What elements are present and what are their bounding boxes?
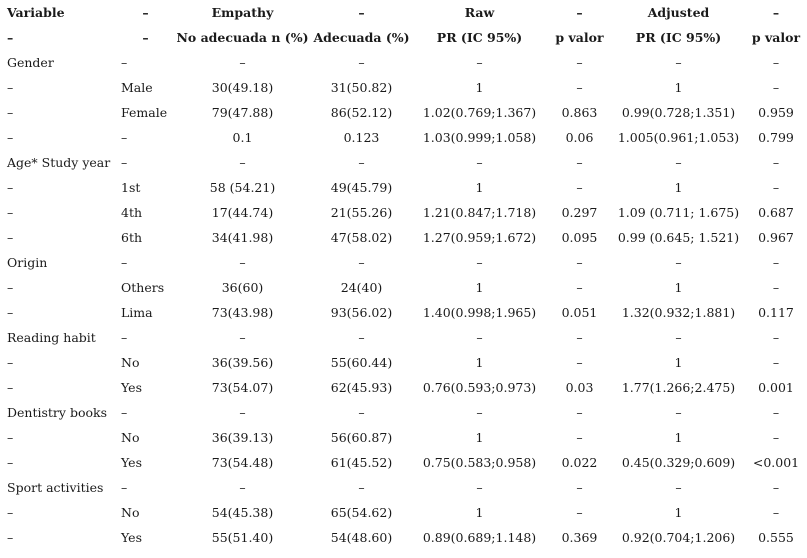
value-cell: 36(39.56): [211, 355, 274, 370]
value-cell: 1.32(0.932;1.881): [621, 305, 736, 320]
category-cell: –: [121, 480, 128, 495]
value-cell: 1: [674, 180, 683, 195]
category-cell: 6th: [121, 230, 143, 245]
category-cell: 4th: [121, 205, 143, 220]
value-cell: 1.77(1.266;2.475): [621, 380, 736, 395]
value-cell: 0.76(0.593;0.973): [422, 380, 537, 395]
value-cell: 1: [475, 180, 484, 195]
value-cell: 1.02(0.769;1.367): [422, 105, 537, 120]
variable-cell: –: [7, 530, 14, 545]
value-cell: 1: [475, 80, 484, 95]
value-cell: –: [576, 480, 583, 495]
variable-cell: –: [7, 105, 14, 120]
value-cell: –: [239, 330, 246, 345]
value-cell: –: [476, 255, 483, 270]
value-cell: 0.99 (0.645; 1.521): [617, 230, 740, 245]
header-row: [0, 25, 807, 50]
variable-cell: Dentistry books: [7, 405, 107, 420]
value-cell: –: [476, 480, 483, 495]
value-cell: 55(60.44): [330, 355, 393, 370]
variable-cell: –: [7, 380, 14, 395]
value-cell: 36(39.13): [211, 430, 274, 445]
variable-cell: –: [7, 205, 14, 220]
value-cell: –: [476, 330, 483, 345]
value-cell: 86(52.12): [330, 105, 393, 120]
header-cell: p valor: [555, 30, 604, 45]
variable-cell: –: [7, 305, 14, 320]
value-cell: –: [772, 280, 780, 295]
value-cell: 0.863: [561, 105, 598, 120]
category-cell: Yes: [121, 380, 142, 395]
table-row: [0, 125, 807, 150]
table-row: [0, 175, 807, 200]
value-cell: <0.001: [752, 455, 800, 470]
value-cell: –: [772, 55, 780, 70]
value-cell: 54(48.60): [330, 530, 393, 545]
value-cell: 0.1: [232, 130, 253, 145]
value-cell: 0.45(0.329;0.609): [621, 455, 736, 470]
value-cell: –: [576, 155, 583, 170]
variable-cell: –: [7, 355, 14, 370]
value-cell: 0.75(0.583;0.958): [422, 455, 537, 470]
category-cell: –: [121, 255, 128, 270]
category-cell: Others: [121, 280, 165, 295]
value-cell: 56(60.87): [330, 430, 393, 445]
value-cell: 1.21(0.847;1.718): [422, 205, 537, 220]
value-cell: –: [358, 330, 365, 345]
category-cell: Lima: [121, 305, 153, 320]
category-cell: –: [121, 405, 128, 420]
category-cell: No: [121, 430, 140, 445]
value-cell: 0.959: [758, 105, 794, 120]
value-cell: –: [772, 430, 780, 445]
value-cell: –: [576, 330, 583, 345]
header-row: [0, 0, 807, 25]
header-cell: –: [576, 5, 583, 20]
header-cell: –: [772, 5, 780, 20]
value-cell: –: [476, 155, 483, 170]
value-cell: 31(50.82): [330, 80, 393, 95]
variable-cell: Origin: [7, 255, 48, 270]
value-cell: –: [358, 405, 365, 420]
value-cell: 49(45.79): [330, 180, 393, 195]
variable-cell: Gender: [7, 55, 54, 70]
table-body: [0, 50, 807, 550]
table-row: [0, 200, 807, 225]
category-cell: Yes: [121, 530, 142, 545]
value-cell: –: [675, 155, 682, 170]
value-cell: –: [772, 330, 780, 345]
value-cell: 1.09 (0.711; 1.675): [617, 205, 740, 220]
table-row: [0, 450, 807, 475]
value-cell: –: [576, 280, 583, 295]
value-cell: 0.095: [561, 230, 598, 245]
value-cell: –: [772, 255, 780, 270]
value-cell: –: [239, 155, 246, 170]
value-cell: 61(45.52): [330, 455, 393, 470]
table-row: [0, 400, 807, 425]
header-cell: Adecuada (%): [313, 30, 410, 45]
value-cell: –: [358, 480, 365, 495]
value-cell: –: [675, 55, 682, 70]
header-cell: PR (IC 95%): [635, 30, 722, 45]
category-cell: –: [121, 155, 128, 170]
value-cell: 0.123: [343, 130, 380, 145]
value-cell: –: [675, 330, 682, 345]
value-cell: –: [239, 55, 246, 70]
table-row: [0, 300, 807, 325]
value-cell: 1: [475, 280, 484, 295]
value-cell: 62(45.93): [330, 380, 393, 395]
value-cell: 47(58.02): [330, 230, 393, 245]
header-cell: –: [142, 30, 149, 45]
header-cell: No adecuada n (%): [176, 30, 309, 45]
value-cell: –: [576, 55, 583, 70]
value-cell: –: [576, 355, 583, 370]
variable-cell: –: [7, 180, 14, 195]
value-cell: 34(41.98): [211, 230, 274, 245]
header-cell: p valor: [751, 30, 801, 45]
category-cell: –: [121, 330, 128, 345]
value-cell: 0.117: [758, 305, 794, 320]
value-cell: –: [772, 405, 780, 420]
header-cell: –: [358, 5, 365, 20]
value-cell: 0.297: [561, 205, 598, 220]
value-cell: –: [576, 430, 583, 445]
value-cell: 1: [674, 505, 683, 520]
category-cell: –: [121, 130, 128, 145]
value-cell: –: [772, 480, 780, 495]
table-row: [0, 375, 807, 400]
value-cell: –: [675, 255, 682, 270]
value-cell: 55(51.40): [211, 530, 274, 545]
value-cell: –: [772, 505, 780, 520]
table-row: [0, 525, 807, 550]
value-cell: 1: [475, 505, 484, 520]
table-row: [0, 275, 807, 300]
value-cell: 1: [475, 430, 484, 445]
header-cell: –: [7, 30, 14, 45]
table-row: [0, 325, 807, 350]
value-cell: –: [772, 80, 780, 95]
value-cell: 73(54.07): [211, 380, 274, 395]
value-cell: –: [239, 480, 246, 495]
value-cell: –: [358, 55, 365, 70]
value-cell: 24(40): [340, 280, 383, 295]
table-row: [0, 425, 807, 450]
value-cell: 93(56.02): [330, 305, 393, 320]
value-cell: –: [576, 505, 583, 520]
variable-cell: –: [7, 280, 14, 295]
value-cell: 73(54.48): [211, 455, 274, 470]
variable-cell: –: [7, 230, 14, 245]
header-cell: Empathy: [211, 5, 274, 20]
table-row: [0, 150, 807, 175]
table-row: [0, 100, 807, 125]
value-cell: –: [576, 405, 583, 420]
header-cell: Adjusted: [647, 5, 710, 20]
value-cell: 0.967: [758, 230, 794, 245]
value-cell: –: [675, 480, 682, 495]
header-cell: Variable: [7, 5, 65, 20]
variable-cell: Reading habit: [7, 330, 96, 345]
value-cell: 54(45.38): [211, 505, 274, 520]
value-cell: –: [675, 405, 682, 420]
value-cell: –: [358, 155, 365, 170]
value-cell: 0.06: [565, 130, 594, 145]
table-row: [0, 250, 807, 275]
value-cell: 0.799: [758, 130, 794, 145]
value-cell: –: [239, 405, 246, 420]
value-cell: 1: [674, 280, 683, 295]
value-cell: –: [358, 255, 365, 270]
value-cell: –: [576, 80, 583, 95]
category-cell: No: [121, 505, 140, 520]
value-cell: –: [476, 55, 483, 70]
table-row: [0, 225, 807, 250]
value-cell: 1.27(0.959;1.672): [422, 230, 537, 245]
table-row: [0, 350, 807, 375]
value-cell: –: [576, 180, 583, 195]
value-cell: 1: [475, 355, 484, 370]
value-cell: 1: [674, 80, 683, 95]
variable-cell: Sport activities: [7, 480, 104, 495]
category-cell: 1st: [121, 180, 141, 195]
value-cell: 0.555: [758, 530, 794, 545]
category-cell: –: [121, 55, 128, 70]
value-cell: 58 (54.21): [209, 180, 276, 195]
value-cell: 65(54.62): [330, 505, 393, 520]
category-cell: No: [121, 355, 140, 370]
value-cell: 1.005(0.961;1.053): [617, 130, 740, 145]
value-cell: 79(47.88): [211, 105, 274, 120]
variable-cell: –: [7, 430, 14, 445]
category-cell: Male: [121, 80, 153, 95]
value-cell: 0.99(0.728;1.351): [621, 105, 736, 120]
variable-cell: –: [7, 130, 14, 145]
table-row: [0, 500, 807, 525]
value-cell: –: [772, 355, 780, 370]
table-row: [0, 475, 807, 500]
value-cell: 0.001: [758, 380, 794, 395]
table-header: [0, 0, 807, 50]
value-cell: 0.89(0.689;1.148): [422, 530, 537, 545]
variable-cell: Age* Study year: [7, 155, 111, 170]
value-cell: –: [772, 155, 780, 170]
category-cell: Female: [121, 105, 168, 120]
value-cell: 0.03: [565, 380, 594, 395]
variable-cell: –: [7, 80, 14, 95]
value-cell: 1: [674, 430, 683, 445]
value-cell: 1.40(0.998;1.965): [422, 305, 537, 320]
value-cell: 36(60): [221, 280, 264, 295]
table-row: [0, 50, 807, 75]
value-cell: –: [576, 255, 583, 270]
value-cell: –: [772, 180, 780, 195]
value-cell: 17(44.74): [211, 205, 274, 220]
value-cell: 1: [674, 355, 683, 370]
header-cell: PR (IC 95%): [436, 30, 523, 45]
variable-cell: –: [7, 505, 14, 520]
category-cell: Yes: [121, 455, 142, 470]
value-cell: 0.022: [561, 455, 598, 470]
value-cell: 0.92(0.704;1.206): [621, 530, 736, 545]
value-cell: –: [239, 255, 246, 270]
header-cell: –: [142, 5, 149, 20]
header-cell: Raw: [464, 5, 495, 20]
value-cell: 73(43.98): [211, 305, 274, 320]
variable-cell: –: [7, 455, 14, 470]
value-cell: 1.03(0.999;1.058): [422, 130, 537, 145]
value-cell: 21(55.26): [330, 205, 393, 220]
table-row: [0, 75, 807, 100]
value-cell: 0.687: [758, 205, 794, 220]
value-cell: 30(49.18): [211, 80, 274, 95]
value-cell: 0.051: [561, 305, 598, 320]
value-cell: 0.369: [561, 530, 598, 545]
value-cell: –: [476, 405, 483, 420]
